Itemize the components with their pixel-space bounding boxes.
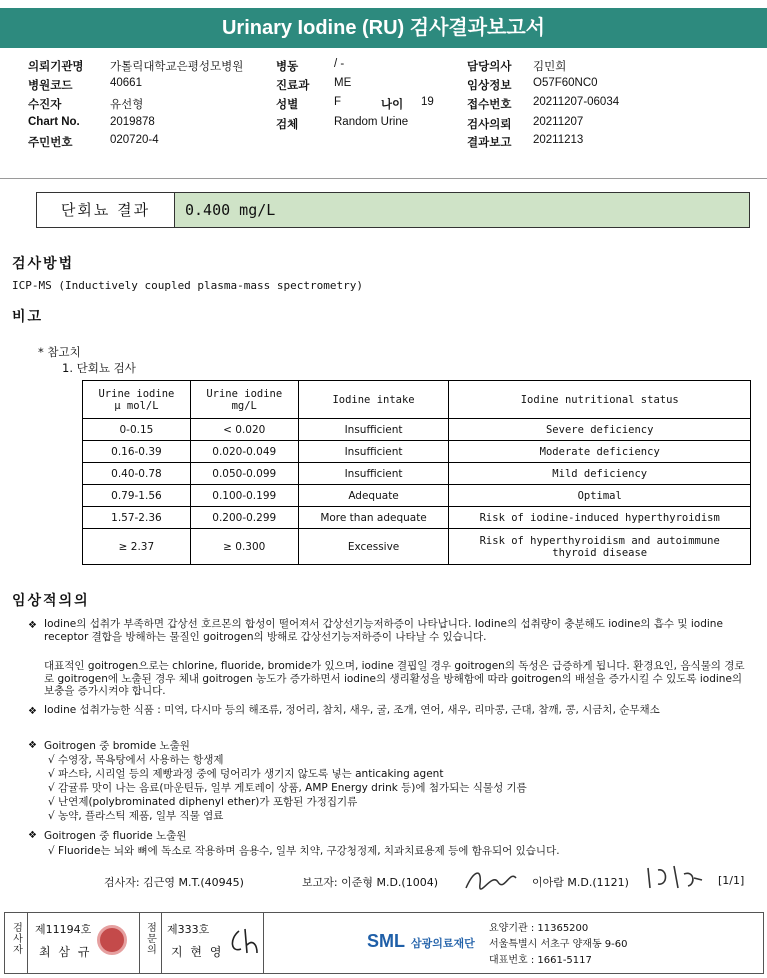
info-value: F [334, 96, 342, 108]
footer [4, 912, 764, 974]
bullet-icon: ❖ [28, 830, 37, 841]
info-label: 임상정보 [467, 80, 512, 92]
list-item: √ 파스타, 시리얼 등의 제빵과정 중에 덩어리가 생기지 않도록 넣는 anticaking agent [48, 768, 444, 780]
divider [139, 913, 140, 973]
table-cell: Risk of iodine-induced hyperthyroidism [449, 507, 751, 529]
table-cell: Excessive [298, 529, 449, 565]
table-cell: Insufficient [298, 441, 449, 463]
age-label: 나이 [381, 99, 404, 111]
table-cell: Insufficient [298, 419, 449, 441]
cert-name: 지 현 영 [171, 945, 224, 959]
clinical-paragraph: Iodine 섭취가능한 식품 : 미역, 다시마 등의 해조류, 정어리, 참치, 새우, 굴, 조개, 연어, 새우, 리마콩, 근대, 참깨, 콩, 시금치, 순무채소 [44, 704, 660, 716]
info-value: 20211207-06034 [533, 96, 620, 108]
info-label: 병원코드 [28, 80, 73, 92]
table-row [83, 463, 751, 485]
method-heading: 검사방법 [12, 256, 75, 272]
table-cell: ≥ 2.37 [83, 529, 191, 565]
table-cell: 0.40-0.78 [83, 463, 191, 485]
company-phone: 대표번호 : 1661-5117 [489, 955, 592, 966]
info-value: 20211207 [533, 116, 584, 128]
report-title: Urinary Iodine (RU) 검사결과보고서 [0, 8, 767, 48]
institution-code: 요양기관 : 11365200 [489, 923, 589, 934]
bullet-icon: ❖ [28, 706, 37, 717]
table-cell: More than adequate [298, 507, 449, 529]
cert-number: 제11194호 [35, 923, 92, 936]
table-row [83, 419, 751, 441]
table-header: Urine iodine mg/L [190, 381, 298, 419]
info-label: 진료과 [276, 80, 310, 92]
bullet-icon: ❖ [28, 620, 37, 631]
divider [0, 178, 767, 179]
fluoride-title: Goitrogen 중 fluoride 노출원 [44, 830, 187, 842]
info-label: 의뢰기관명 [28, 61, 84, 73]
info-label: Chart No. [28, 116, 80, 128]
info-label: 결과보고 [467, 137, 512, 149]
list-item: √ 감귤류 맛이 나는 음료(마운틴듀, 일부 게토레이 상품, AMP Energy drink 등)에 첨가되는 식물성 기름 [48, 782, 527, 794]
info-label: 주민번호 [28, 137, 73, 149]
info-value: 2019878 [110, 116, 155, 128]
table-cell: Severe deficiency [449, 419, 751, 441]
table-cell: 0-0.15 [83, 419, 191, 441]
table-cell: Optimal [449, 485, 751, 507]
table-cell: 0.79-1.56 [83, 485, 191, 507]
remarks-heading: 비고 [12, 309, 44, 325]
divider [263, 913, 264, 973]
signature-scribble [462, 864, 520, 894]
info-value: 가톨릭대학교은평성모병원 [110, 61, 244, 73]
info-value: 40661 [110, 77, 142, 89]
bullet-icon: ❖ [28, 740, 37, 751]
info-label: 검체 [276, 119, 299, 131]
cert-name: 최 삼 규 [39, 945, 92, 959]
table-cell: Risk of hyperthyroidism and autoimmune thyroid disease [449, 529, 751, 565]
table-cell: 1.57-2.36 [83, 507, 191, 529]
table-cell: ≥ 0.300 [190, 529, 298, 565]
table-header: Iodine intake [298, 381, 449, 419]
table-header-row [83, 381, 751, 419]
table-cell: Mild deficiency [449, 463, 751, 485]
reporter-signature: 보고자: 이준형 M.D.(1004) [302, 876, 438, 889]
table-row [83, 529, 751, 565]
info-label: 병동 [276, 61, 299, 73]
clinical-paragraph: 대표적인 goitrogen으로는 chlorine, fluoride, bromide가 있으며, iodine 결핍일 경우 goitrogen의 독성은 급증하게 됩니다. 환경요인, 음식물의 경로로 goitrogen에 노출된 경우 체내 goitrogen 농도가 증가하면서 iodine의 생리활성을 방해함에 따라 goitrogen의 배설을 증가시킬 수 있도록 iodine의 보충을 증가시켜야 합니다. [44, 660, 745, 697]
info-label: 수진자 [28, 99, 62, 111]
table-row [83, 507, 751, 529]
table-cell: Insufficient [298, 463, 449, 485]
list-item: √ Fluoride는 뇌와 뼈에 독소로 작용하며 음용수, 일부 치약, 구강청정제, 치과치료용제 등에 함유되어 있습니다. [48, 845, 560, 857]
third-signature: 이아람 M.D.(1121) [532, 876, 629, 889]
ref-title: * 참고치 [38, 345, 81, 359]
table-cell: Moderate deficiency [449, 441, 751, 463]
seal-icon [97, 925, 127, 955]
info-value: ME [334, 77, 352, 89]
clinical-paragraph: Iodine의 섭취가 부족하면 갑상선 호르몬의 합성이 떨어져서 갑상선기능저하증이 나타납니다. Iodine의 섭취량이 충분해도 iodine의 흡수 및 iodine receptor 결합을 방해하는 물질인 goitrogen의 방해로 갑상선기능저하증이 나타날 수 있습니다. [44, 618, 723, 643]
result-box [36, 192, 750, 228]
page-number: [1/1] [718, 874, 745, 887]
clinical-heading: 임상적의의 [12, 593, 90, 609]
info-value: Random Urine [334, 116, 409, 128]
cert-label: 검사자 [13, 923, 23, 956]
info-label: 담당의사 [467, 61, 512, 73]
table-row [83, 441, 751, 463]
ref-subtitle: 1. 단회뇨 검사 [62, 361, 136, 375]
table-cell: 0.100-0.199 [190, 485, 298, 507]
list-item: √ 농약, 플라스틱 제품, 일부 직물 염료 [48, 810, 224, 822]
bromide-title: Goitrogen 중 bromide 노출원 [44, 740, 190, 752]
info-value: 020720-4 [110, 134, 159, 146]
table-header: Urine iodine μ mol/L [83, 381, 191, 419]
table-header: Iodine nutritional status [449, 381, 751, 419]
divider [161, 913, 162, 973]
method-text: ICP-MS (Inductively coupled plasma-mass spectrometry) [12, 279, 363, 292]
info-label: 접수번호 [467, 99, 512, 111]
signature-scribble [227, 927, 261, 957]
table-cell: 0.050-0.099 [190, 463, 298, 485]
age-value: 19 [421, 96, 434, 108]
info-value: 유선형 [110, 99, 144, 111]
list-item: √ 난연제(polybrominated diphenyl ether)가 포함된 가정집기류 [48, 796, 358, 808]
company-name: 삼광의료재단 [411, 937, 475, 950]
table-cell: 0.020-0.049 [190, 441, 298, 463]
table-cell: 0.16-0.39 [83, 441, 191, 463]
cert-label: 점문의 [147, 923, 157, 956]
info-label: 성별 [276, 99, 299, 111]
tester-signature: 검사자: 김근영 M.T.(40945) [104, 876, 244, 889]
result-value: 0.400 mg/L [175, 193, 749, 227]
table-cell: 0.200-0.299 [190, 507, 298, 529]
info-value: 20211213 [533, 134, 584, 146]
list-item: √ 수영장, 목욕탕에서 사용하는 항생제 [48, 754, 224, 766]
table-cell: < 0.020 [190, 419, 298, 441]
signature-scribble [644, 860, 706, 894]
table-row [83, 485, 751, 507]
info-value: O57F60NC0 [533, 77, 598, 89]
reference-table [82, 380, 751, 565]
table-cell: Adequate [298, 485, 449, 507]
result-label: 단회뇨 결과 [37, 193, 175, 227]
info-label: 검사의뢰 [467, 119, 512, 131]
company-logo: SML [367, 931, 405, 951]
cert-number: 제333호 [167, 923, 210, 936]
info-value: / - [334, 58, 345, 70]
divider [27, 913, 28, 973]
company-address: 서울특별시 서초구 양재동 9-60 [489, 939, 628, 950]
info-value: 김민희 [533, 61, 567, 73]
